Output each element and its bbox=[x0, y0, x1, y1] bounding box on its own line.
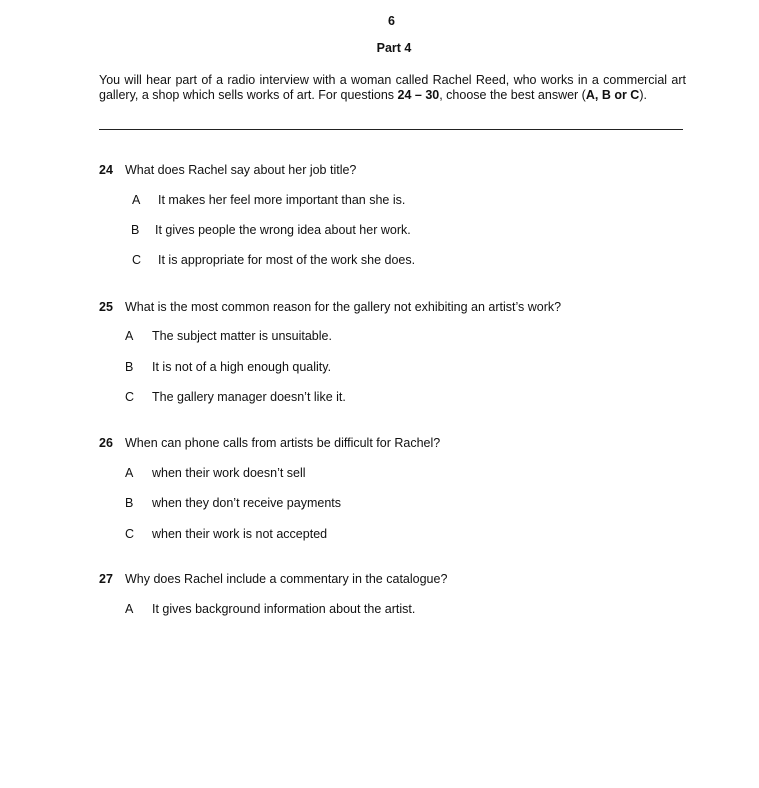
option-text: The gallery manager doesn’t like it. bbox=[152, 390, 346, 404]
intro-text-after: ). bbox=[639, 88, 647, 102]
horizontal-rule bbox=[99, 129, 683, 130]
question-27 bbox=[99, 572, 447, 586]
question-24 bbox=[99, 163, 356, 177]
intro-text-before: You will hear part of a radio interview with a woman called Rachel Reed, who works in a commercial art gallery, a shop which sells works of art. For questions bbox=[99, 73, 686, 102]
question-text: What does Rachel say about her job title? bbox=[125, 163, 357, 177]
question-25 bbox=[99, 300, 561, 314]
question-text: Why does Rachel include a commentary in the catalogue? bbox=[125, 572, 448, 586]
option-letter: A bbox=[125, 329, 134, 343]
option-text: It gives people the wrong idea about her work. bbox=[155, 223, 411, 237]
question-26 bbox=[99, 436, 440, 450]
intro-text-middle: , choose the best answer ( bbox=[439, 88, 586, 102]
option-letter: A bbox=[132, 193, 141, 207]
question-range: 24 – 30 bbox=[397, 88, 440, 102]
question-number: 24 bbox=[99, 163, 113, 177]
option-letter: C bbox=[125, 390, 135, 404]
part-title: Part 4 bbox=[376, 41, 412, 55]
question-number: 25 bbox=[99, 300, 113, 314]
question-number: 27 bbox=[99, 572, 113, 586]
option-letter: A bbox=[125, 466, 134, 480]
option-text: It makes her feel more important than she is. bbox=[158, 193, 406, 207]
option-letter: B bbox=[131, 223, 140, 237]
option-text: The subject matter is unsuitable. bbox=[152, 329, 332, 343]
option-text: It is not of a high enough quality. bbox=[152, 360, 332, 374]
option-text: when their work doesn’t sell bbox=[152, 466, 306, 480]
answer-options-label: A, B or C bbox=[585, 88, 640, 102]
question-number: 26 bbox=[99, 436, 113, 450]
option-letter: C bbox=[132, 253, 142, 267]
question-text: What is the most common reason for the gallery not exhibiting an artist’s work? bbox=[125, 300, 562, 314]
instructions-paragraph bbox=[99, 73, 686, 103]
page-number: 6 bbox=[388, 14, 395, 28]
option-text: when their work is not accepted bbox=[152, 527, 328, 541]
option-letter: A bbox=[125, 602, 134, 616]
option-text: It is appropriate for most of the work she does. bbox=[158, 253, 416, 267]
option-text: It gives background information about the artist. bbox=[152, 602, 416, 616]
option-letter: B bbox=[125, 360, 134, 374]
option-text: when they don’t receive payments bbox=[152, 496, 341, 510]
question-text: When can phone calls from artists be difficult for Rachel? bbox=[125, 436, 441, 450]
option-letter: C bbox=[125, 527, 135, 541]
option-letter: B bbox=[125, 496, 134, 510]
